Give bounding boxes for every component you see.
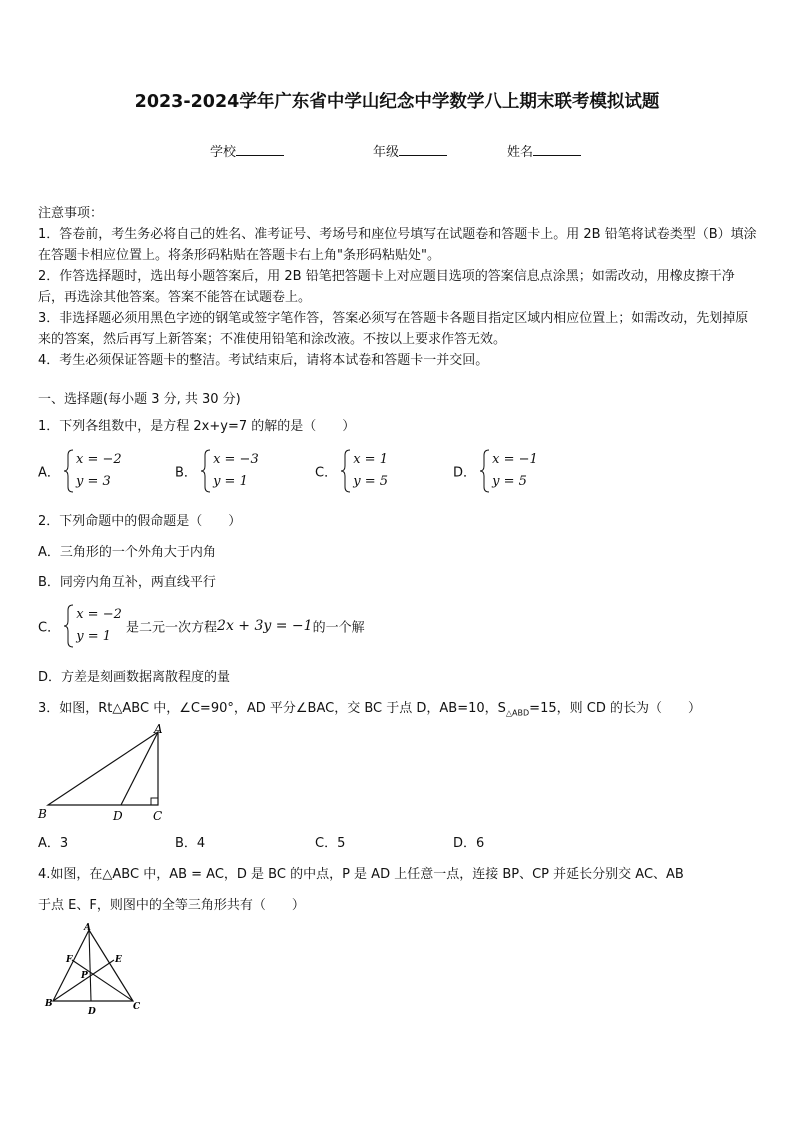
system-line-y: y = 5 [353, 474, 388, 489]
name-label: 姓名 [507, 145, 534, 160]
label-a: A [84, 923, 91, 933]
section-heading: 一、选择题(每小题 3 分, 共 30 分) [38, 392, 241, 407]
q3-option-a[interactable]: A．3 [38, 836, 69, 851]
q3-stem [38, 697, 701, 718]
system-line-x: x = 1 [353, 452, 388, 467]
q2-option-a[interactable]: A．三角形的一个外角大于内角 [38, 545, 216, 560]
q2-stem: 2．下列命题中的假命题是（ ） [38, 514, 242, 529]
equation-system [201, 449, 259, 493]
notice-item: 4．考生必须保证答题卡的整洁。考试结束后，请将本试卷和答题卡一并交回。 [38, 353, 489, 368]
equation-system [64, 449, 122, 493]
system-line-y: y = 1 [213, 474, 248, 489]
q3-option-d[interactable]: D．6 [453, 836, 485, 851]
option-c-text: 是二元一次方程 [126, 620, 218, 636]
grade-field [373, 141, 447, 160]
median-ad [89, 930, 91, 1001]
system-line-y: y = 1 [76, 629, 111, 644]
equation-system [64, 604, 122, 648]
option-letter: B． [175, 465, 197, 481]
q2-option-b[interactable]: B．同旁内角互补，两直线平行 [38, 575, 216, 590]
brace-icon [341, 449, 351, 493]
school-label: 学校 [210, 145, 237, 160]
option-c-text-end: 的一个解 [312, 620, 365, 636]
q1-option-c[interactable] [315, 449, 388, 493]
notice-heading: 注意事项： [38, 206, 104, 221]
label-c: C [133, 1002, 141, 1012]
system-line-y: y = 3 [76, 474, 111, 489]
equation-system [341, 449, 388, 493]
label-p: P [81, 971, 88, 981]
q2-option-c[interactable] [38, 604, 365, 648]
q1-stem: 1．下列各组数中，是方程 2x+y=7 的解的是（ ） [38, 419, 356, 434]
option-letter: C． [315, 465, 338, 481]
brace-icon [64, 449, 74, 493]
label-a: A [154, 722, 163, 736]
name-field [507, 141, 581, 160]
grade-blank [399, 144, 447, 156]
page-title: 2023-2024学年广东省中学山纪念中学数学八上期末联考模拟试题 [134, 92, 660, 112]
school-blank [236, 144, 284, 156]
q3-option-b[interactable]: B．4 [175, 836, 206, 851]
bisector-ad [121, 732, 158, 805]
q4-triangle-figure [36, 920, 156, 1020]
option-letter: D． [453, 465, 477, 481]
q1-option-b[interactable] [175, 449, 259, 493]
system-line-x: x = −1 [492, 452, 538, 467]
q3-stem-end: =15，则 CD 的长为（ ） [529, 701, 701, 716]
q3-stem-start: 3．如图，Rt△ABC 中，∠C=90°，AD 平分∠BAC，交 BC 于点 D，AB=10，S [38, 701, 506, 716]
option-letter: C． [38, 620, 61, 636]
q1-option-d[interactable] [453, 449, 538, 493]
label-d: D [88, 1007, 96, 1017]
name-blank [533, 144, 581, 156]
label-e: E [115, 955, 122, 965]
school-field [210, 141, 284, 160]
equation-system [480, 449, 538, 493]
system-line-y: y = 5 [492, 474, 527, 489]
notice-item: 2．作答选择题时，选出每小题答案后，用 2B 铅笔把答题卡上对应题目选项的答案信息点涂黑；如需改动，用橡皮擦干净后，再选涂其他答案。答案不能答在试题卷上。 [38, 269, 735, 305]
triangle-abc [53, 930, 133, 1001]
q1-option-a[interactable] [38, 449, 122, 493]
q2-option-d[interactable]: D．方差是刻画数据离散程度的量 [38, 670, 231, 685]
system-line-x: x = −3 [213, 452, 259, 467]
option-c-equation: 2x + 3y = −1 [217, 618, 313, 634]
label-d: D [113, 809, 123, 823]
q3-stem-subscript: △ABD [505, 708, 530, 718]
system-line-x: x = −2 [76, 452, 122, 467]
notice-item: 3．非选择题必须用黑色字迹的钢笔或签字笔作答，答案必须写在答题卡各题目指定区域内相应位置上；如需改动，先划掉原来的答案，然后再写上新答案；不准使用铅笔和涂改液。不按以上要求作答无效。 [38, 311, 749, 347]
grade-label: 年级 [373, 145, 400, 160]
q4-stem-line1: 4.如图，在△ABC 中，AB = AC，D 是 BC 的中点，P 是 AD 上任意一点，连接 BP、CP 并延长分别交 AC、AB [38, 867, 684, 882]
q4-stem-line2: 于点 E、F，则图中的全等三角形共有（ ） [38, 898, 305, 913]
label-c: C [153, 809, 163, 823]
brace-icon [480, 449, 490, 493]
option-letter: A． [38, 465, 60, 481]
brace-icon [201, 449, 211, 493]
notice-item: 1．答卷前，考生务必将自己的姓名、准考证号、考场号和座位号填写在试题卷和答题卡上。用 2B 铅笔将试卷类型（B）填涂在答题卡相应位置上。将条形码粘贴在答题卡右上角"条形码粘贴处"。 [38, 227, 757, 263]
triangle-abc [48, 732, 158, 805]
q3-option-c[interactable]: C．5 [315, 836, 346, 851]
system-line-x: x = −2 [76, 607, 122, 622]
label-b: B [38, 807, 47, 821]
label-f: F [66, 955, 73, 965]
label-b: B [45, 999, 53, 1009]
right-angle-mark [151, 798, 158, 805]
q3-triangle-figure [30, 720, 180, 825]
brace-icon [64, 604, 74, 648]
notice-section [38, 203, 758, 371]
